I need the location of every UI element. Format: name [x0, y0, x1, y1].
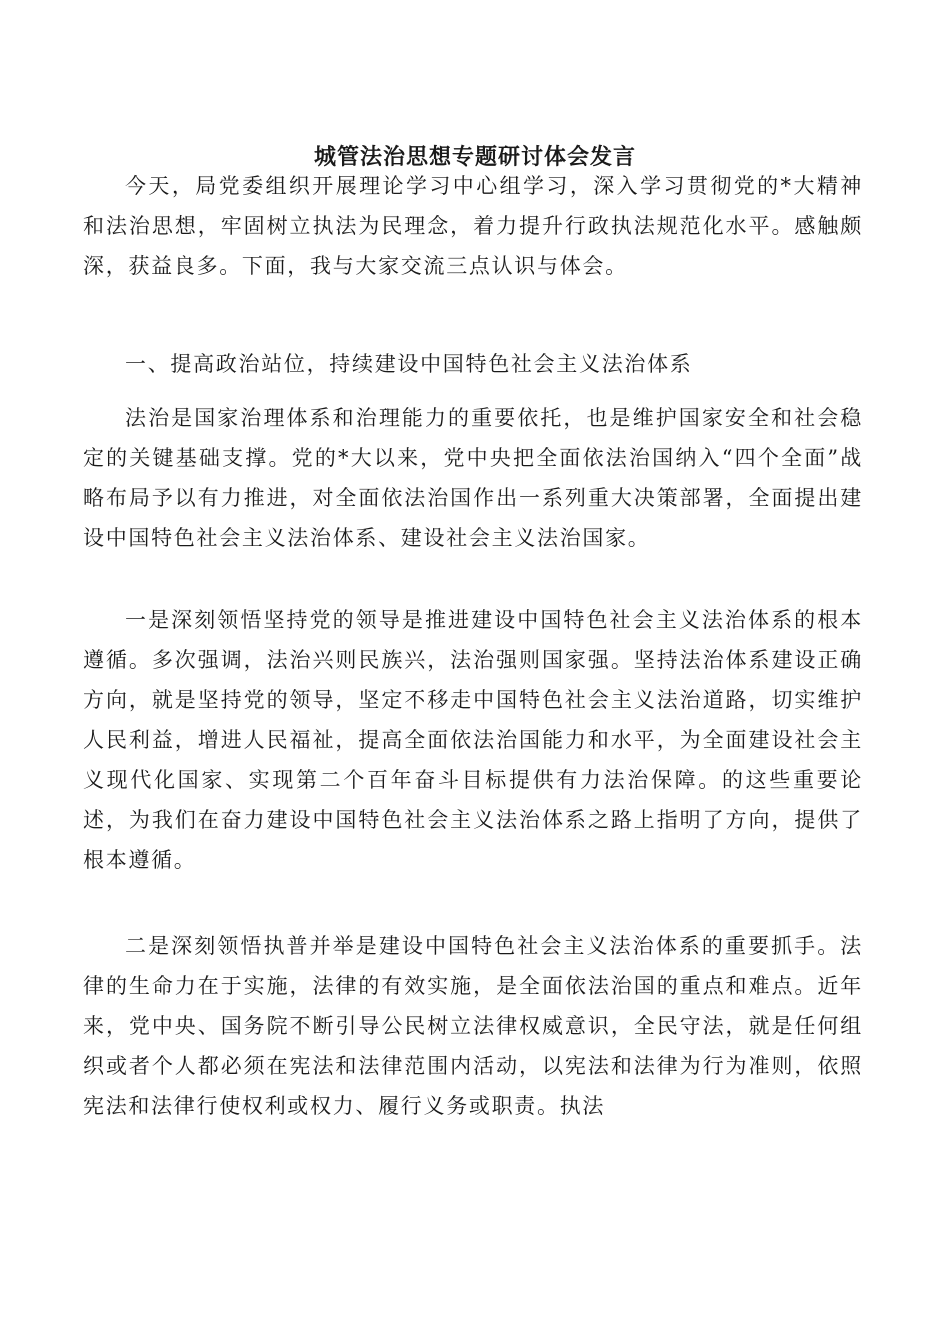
paragraph-point-one: 一是深刻领悟坚持党的领导是推进建设中国特色社会主义法治体系的根本遵循。多次强调，法治兴则民族兴，法治强则国家强。坚持法治体系建设正确方向，就是坚持党的领导，坚定不移走中国特色社会主义法治道路，切实维护人民利益，增进人民福祉，提高全面依法治国能力和水平，为全面建设社会主义现代化国家、实现第二个百年奋斗目标提供有力法治保障。的这些重要论述，为我们在奋力建设中国特色社会主义法治体系之路上指明了方向，提供了根本遵循。 [83, 608, 863, 872]
paragraph-rule-of-law: 法治是国家治理体系和治理能力的重要依托，也是维护国家安全和社会稳定的关键基础支撑。党的*大以来，党中央把全面依法治国纳入“四个全面”战略布局予以有力推进，对全面依法治国作出一系列重大决策部署，全面提出建设中国特色社会主义法治体系、建设社会主义法治国家。 [83, 406, 863, 550]
document-title: 城管法治思想专题研讨体会发言 [313, 144, 636, 170]
paragraph-intro: 今天，局党委组织开展理论学习中心组学习，深入学习贯彻党的*大精神和法治思想，牢固树立执法为民理念，着力提升行政执法规范化水平。感触颇深，获益良多。下面，我与大家交流三点认识与体会。 [83, 174, 863, 278]
paragraph-point-two: 二是深刻领悟执普并举是建设中国特色社会主义法治体系的重要抓手。法律的生命力在于实施，法律的有效实施，是全面依法治国的重点和难点。近年来，党中央、国务院不断引导公民树立法律权威意识，全民守法，就是任何组织或者个人都必须在宪法和法律范围内活动，以宪法和法律为行为准则，依照宪法和法律行使权利或权力、履行义务或职责。执法 [83, 934, 863, 1118]
section-heading-1: 一、提高政治站位，持续建设中国特色社会主义法治体系 [125, 352, 693, 376]
